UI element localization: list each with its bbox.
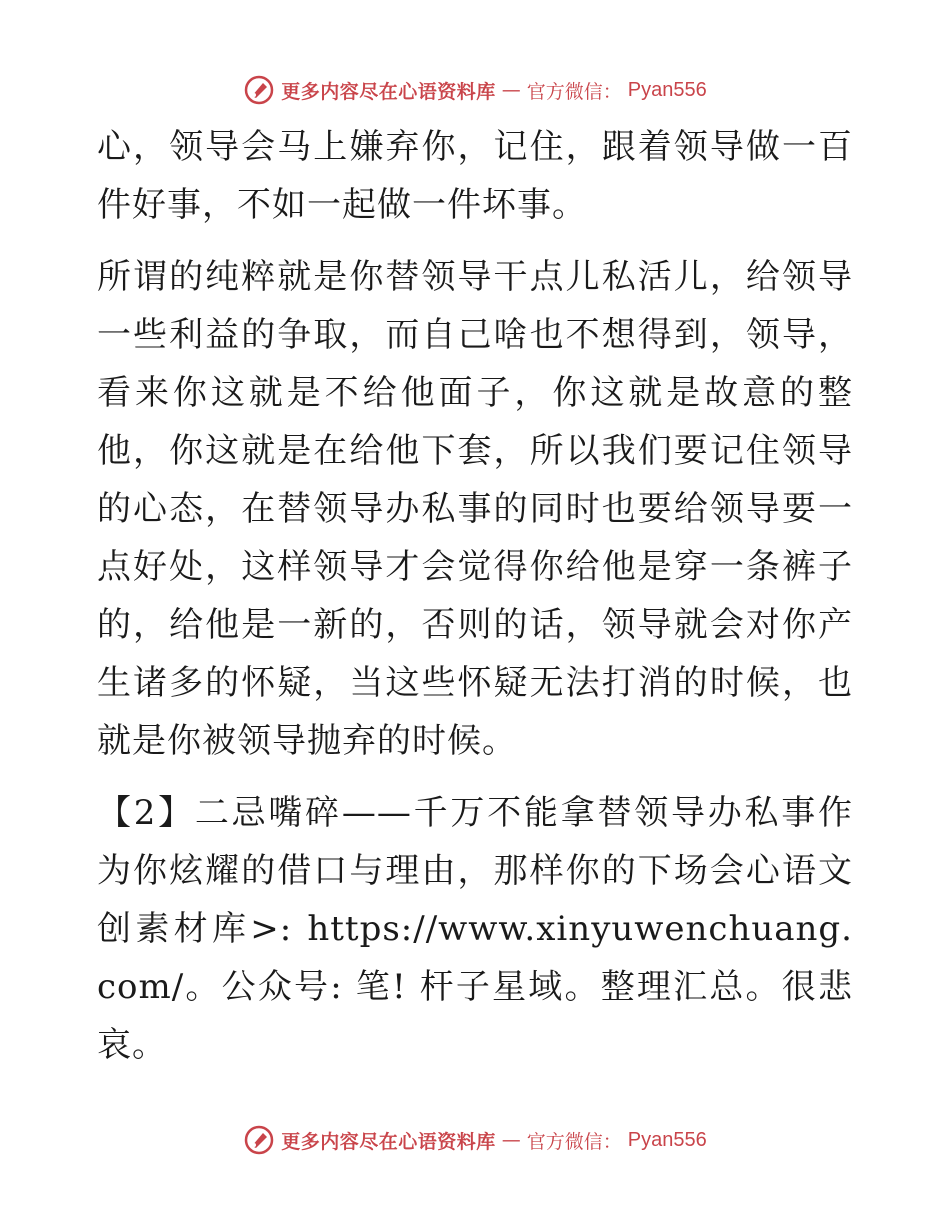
- header-banner: [0, 72, 950, 108]
- footer-banner-official: 官方微信：: [526, 1130, 622, 1153]
- header-banner-dash: —: [501, 79, 521, 101]
- footer-banner: [0, 1122, 950, 1158]
- document-body: [97, 118, 853, 1088]
- footer-banner-dash: —: [501, 1129, 521, 1151]
- header-banner-main: 更多内容尽在心语资料库: [281, 80, 496, 103]
- paragraph-1: 心，领导会马上嫌弃你，记住，跟着领导做一百件好事，不如一起做一件坏事。: [97, 127, 853, 225]
- header-banner-id: Pyan556: [627, 78, 707, 101]
- pen-nib-logo-icon: [243, 1124, 275, 1156]
- header-banner-official: 官方微信：: [526, 80, 622, 103]
- paragraph-3: 【2】二忌嘴碎——千万不能拿替领导办私事作为你炫耀的借口与理由，那样你的下场会心语文创素材库>: https://www.xinyuwenchuang.com/。公众号: 笔! 杆子星域。整理汇总。很悲哀。: [97, 793, 853, 1065]
- footer-banner-main: 更多内容尽在心语资料库: [281, 1130, 496, 1153]
- footer-banner-id: Pyan556: [627, 1128, 707, 1151]
- paragraph-2: 所谓的纯粹就是你替领导干点儿私活儿，给领导一些利益的争取，而自己啥也不想得到，领导，看来你这就是不给他面子，你这就是故意的整他，你这就是在给他下套，所以我们要记住领导的心态，在替领导办私事的同时也要给领导要一点好处，这样领导才会觉得你给他是穿一条裤子的，给他是一新的，否则的话，领导就会对你产生诸多的怀疑，当这些怀疑无法打消的时候，也就是你被领导抛弃的时候。: [97, 257, 853, 761]
- pen-nib-logo-icon: [243, 74, 275, 106]
